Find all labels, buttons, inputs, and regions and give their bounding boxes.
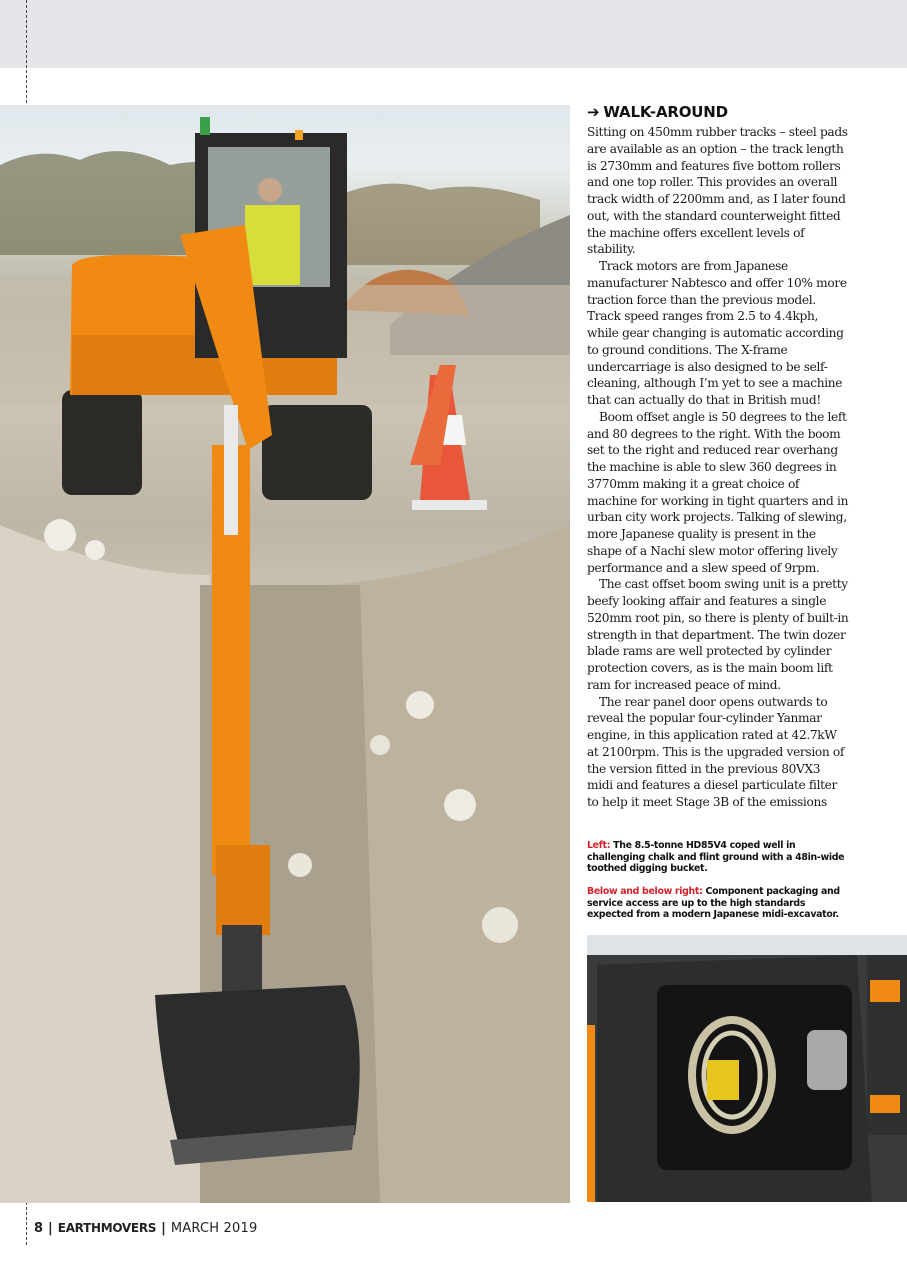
engine-bay-photo — [587, 935, 907, 1202]
magazine-name: EARTHMOVERS — [57, 1221, 157, 1235]
article-column — [587, 103, 849, 811]
issue-date: MARCH 2019 — [170, 1221, 258, 1236]
paragraph: The cast offset boom swing unit is a pretty beefy looking affair and features a single 520mm root pin, so there is plenty of built-in strength in that department. The twin dozer blade rams are well protected by cylinder protection covers, as is the main boom lift ram for increased peace of mind. — [587, 577, 849, 692]
arrow-right-icon: ➔ — [587, 103, 600, 121]
engine-bay-illustration — [587, 935, 907, 1202]
excavator-illustration — [0, 105, 570, 1203]
caption-below — [587, 886, 849, 921]
caption-left — [587, 840, 849, 875]
footer-separator: | — [48, 1221, 53, 1236]
section-heading: ➔ WALK-AROUND — [587, 103, 728, 121]
caption-text: Component packaging and service access are up to the high standards expected from a modern Japanese midi-excavator. — [587, 886, 840, 920]
paragraph: Sitting on 450mm rubber tracks – steel pads are available as an option – the track length is 2730mm and features five bottom rollers and one top roller. This provides an overall track width of 2200mm and, as I later found out, with the standard counterweight fitted the machine offers excellent levels of stability. — [587, 125, 848, 257]
paragraph: Track motors are from Japanese manufacturer Nabtesco and offer 10% more traction force than the previous model. Track speed ranges from 2.5 to 4.4kph, while gear changing is automatic according to ground conditions. The X-frame undercarriage is also designed to be self-cleaning, although I’m yet to see a machine that can actually do that in British mud! — [587, 259, 847, 407]
paragraph: Boom offset angle is 50 degrees to the left and 80 degrees to the right. With the boom set to the right and reduced rear overhang the machine is able to slew 360 degrees in 3770mm making it a great choice of machine for working in tight quarters and in urban city work projects. Talking of slewing, more Japanese quality is present in the shape of a Nachi slew motor offering lively performance and a slew speed of 9rpm. — [587, 409, 849, 575]
excavator-trench-photo — [0, 105, 570, 1203]
paragraph: The rear panel door opens outwards to reveal the popular four-cylinder Yanmar engine, in this application rated at 42.7kW at 2100rpm. This is the upgraded version of the version fitted in the previous 80VX3 midi and features a diesel particulate filter to help it meet Stage 3B of the emissions — [587, 694, 845, 809]
footer-separator: | — [161, 1221, 166, 1236]
caption-lead: Left: — [587, 840, 611, 851]
caption-lead: Below and below right: — [587, 886, 703, 897]
page-number: 8 — [34, 1221, 44, 1236]
caption-text: The 8.5-tonne HD85V4 coped well in challenging chalk and flint ground with a 48in-wide toothed digging bucket. — [587, 840, 845, 874]
top-margin-bar — [0, 0, 907, 68]
page-footer — [34, 1221, 257, 1236]
